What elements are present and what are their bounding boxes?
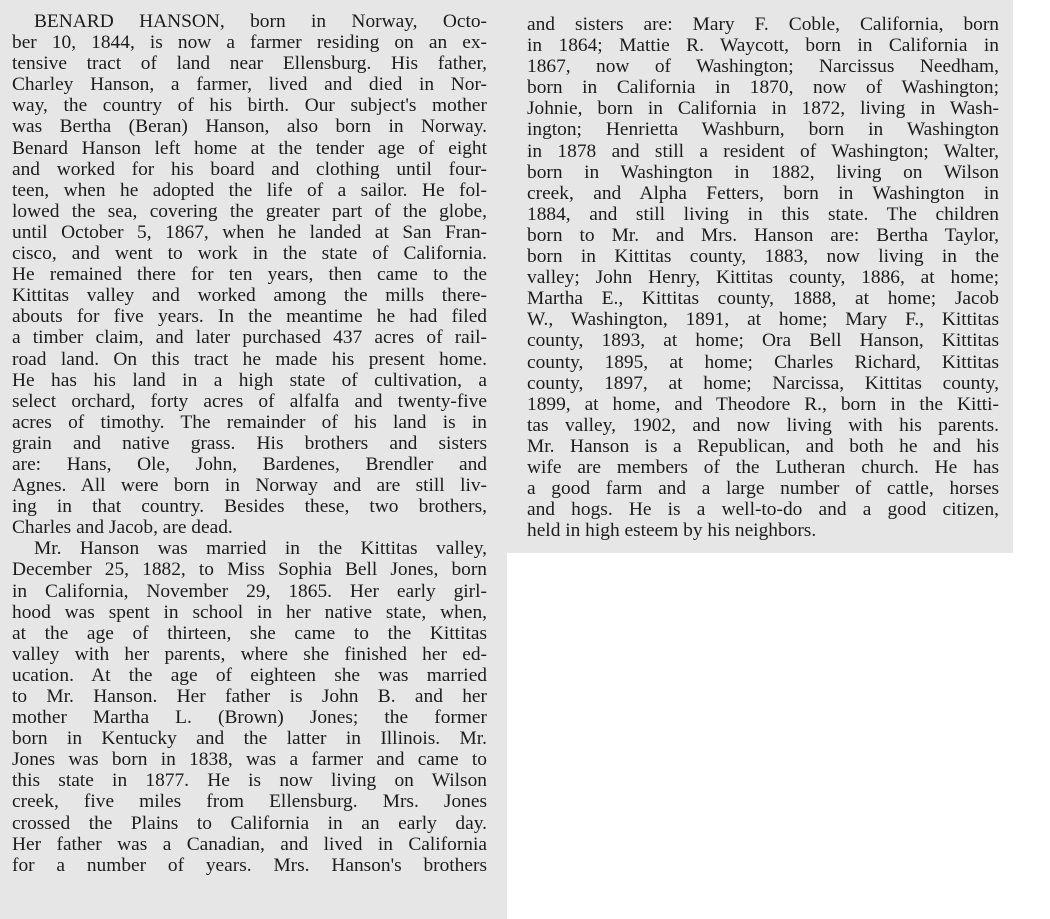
text-line: born to Mr. and Mrs. Hanson are: Bertha Taylor, bbox=[527, 224, 999, 246]
text-line: in 1878 and still a resident of Washington; Walter, bbox=[527, 140, 999, 162]
text-line: and hogs. He is a well-to-do and a good citizen, bbox=[527, 499, 999, 521]
text-line: and sisters are: Mary F. Coble, California, born bbox=[527, 14, 999, 35]
text-line: born in Washington in 1882, living on Wilson bbox=[527, 161, 999, 183]
text-line: born in California in 1870, now of Washington; bbox=[527, 77, 999, 99]
text-line: hood was spent in school in her native state, when, bbox=[12, 601, 487, 623]
text-line: Charles and Jacob, are dead. bbox=[12, 517, 233, 539]
text-line: lowed the sea, covering the greater part of the globe, bbox=[12, 200, 487, 222]
text-line: BENARD HANSON, born in Norway, Octo- bbox=[34, 11, 487, 32]
text-line: ber 10, 1844, is now a farmer residing on an ex- bbox=[12, 32, 487, 54]
text-line: Benard Hanson left home at the tender age of eight bbox=[12, 137, 487, 159]
text-line: Her father was a Canadian, and lived in California bbox=[12, 833, 487, 855]
text-line: road land. On this tract he made his present home. bbox=[12, 348, 487, 370]
text-line: a timber claim, and later purchased 437 acres of rail- bbox=[12, 327, 487, 349]
text-line: Johnie, born in California in 1872, living in Wash- bbox=[527, 98, 999, 120]
text-line: creek, and Alpha Fetters, born in Washington in bbox=[527, 182, 999, 204]
text-line: until October 5, 1867, when he landed at San Fran- bbox=[12, 221, 487, 243]
text-line: at the age of thirteen, she came to the Kittitas bbox=[12, 622, 487, 644]
text-line: select orchard, forty acres of alfalfa and twenty-five bbox=[12, 390, 487, 412]
text-line: Agnes. All were born in Norway and are still liv- bbox=[12, 475, 487, 497]
text-line: Jones was born in 1838, was a farmer and came to bbox=[12, 749, 487, 771]
text-line: to Mr. Hanson. Her father is John B. and her bbox=[12, 686, 487, 707]
text-line: ing in that country. Besides these, two brothers, bbox=[12, 496, 487, 518]
text-line: held in high esteem by his neighbors. bbox=[527, 520, 817, 542]
text-line: a good farm and a large number of cattle, horses bbox=[527, 478, 999, 500]
text-line: 1899, at home, and Theodore R., born in the Kitti- bbox=[527, 393, 999, 415]
text-line: Mr. Hanson is a Republican, and both he and his bbox=[527, 435, 999, 457]
text-line: ington; Henrietta Washburn, born in Washington bbox=[527, 119, 999, 141]
text-line: He has his land in a high state of cultivation, a bbox=[12, 369, 487, 391]
text-line: in 1864; Mattie R. Waycott, born in California in bbox=[527, 35, 999, 57]
text-line: way, the country of his birth. Our subject's mother bbox=[12, 95, 487, 117]
text-line: 1884, and still living in this state. The children bbox=[527, 203, 999, 225]
text-line: valley with her parents, where she finished her ed- bbox=[12, 643, 487, 665]
text-line: He remained there for ten years, then came to the bbox=[12, 264, 487, 286]
text-line: valley; John Henry, Kittitas county, 1886, at home; bbox=[527, 267, 999, 289]
text-line: Martha E., Kittitas county, 1888, at home; Jacob bbox=[527, 288, 999, 310]
text-line: born in Kentucky and the latter in Illinois. Mr. bbox=[12, 728, 487, 750]
text-line: tas valley, 1902, and now living with his parents. bbox=[527, 414, 999, 436]
text-line: cisco, and went to work in the state of California. bbox=[12, 243, 487, 265]
text-line: creek, five miles from Ellensburg. Mrs. Jones bbox=[12, 791, 487, 813]
text-line: county, 1895, at home; Charles Richard, Kittitas bbox=[527, 351, 999, 373]
text-line: grain and native grass. His brothers and sisters bbox=[12, 432, 487, 454]
text-line: W., Washington, 1891, at home; Mary F., Kittitas bbox=[527, 309, 999, 331]
text-line: this state in 1877. He is now living on Wilson bbox=[12, 770, 487, 792]
text-line: teen, when he adopted the life of a sailor. He fol- bbox=[12, 179, 487, 201]
text-line: wife are members of the Lutheran church. He has bbox=[527, 456, 999, 478]
left-text-column bbox=[0, 0, 507, 919]
text-line: was Bertha (Beran) Hanson, also born in Norway. bbox=[12, 116, 487, 138]
text-line: in California, November 29, 1865. Her early girl- bbox=[12, 580, 487, 602]
text-line: born in Kittitas county, 1883, now living in the bbox=[527, 246, 999, 268]
text-line: county, 1893, at home; Ora Bell Hanson, Kittitas bbox=[527, 330, 999, 352]
text-line: county, 1897, at home; Narcissa, Kittitas county, bbox=[527, 372, 999, 394]
text-line: Kittitas valley and worked among the mills there- bbox=[12, 285, 487, 307]
text-line: 1867, now of Washington; Narcissus Needham, bbox=[527, 56, 999, 78]
text-line: for a number of years. Mrs. Hanson's brothers bbox=[12, 854, 487, 876]
text-line: are: Hans, Ole, John, Bardenes, Brendler and bbox=[12, 453, 487, 475]
text-line: and worked for his board and clothing until four- bbox=[12, 158, 487, 180]
text-line: crossed the Plains to California in an early day. bbox=[12, 812, 487, 834]
text-line: Mr. Hanson was married in the Kittitas valley, bbox=[34, 538, 487, 560]
right-text-column bbox=[507, 0, 1013, 553]
text-line: Charley Hanson, a farmer, lived and died in Nor- bbox=[12, 74, 487, 96]
text-line: mother Martha L. (Brown) Jones; the former bbox=[12, 707, 487, 729]
text-line: ucation. At the age of eighteen she was married bbox=[12, 664, 487, 686]
text-line: abouts for five years. In the meantime he had filed bbox=[12, 306, 487, 328]
text-line: tensive tract of land near Ellensburg. His father, bbox=[12, 53, 487, 75]
text-line: December 25, 1882, to Miss Sophia Bell Jones, born bbox=[12, 559, 487, 581]
text-line: acres of timothy. The remainder of his land is in bbox=[12, 411, 487, 433]
